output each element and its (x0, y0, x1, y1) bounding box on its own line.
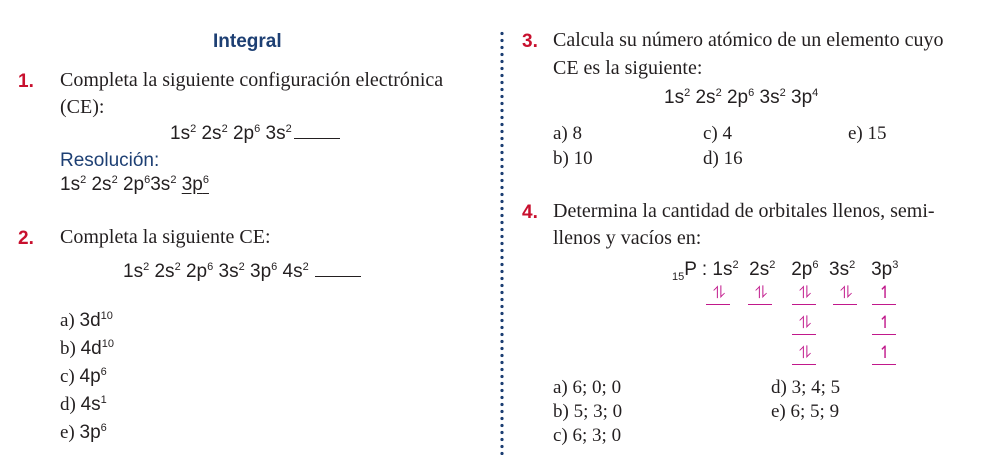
q1-configuration: $1s^2$ $2s^2$ $2p^6$ $3s^2$ (170, 124, 340, 143)
orbital-3p-1: ↿ (872, 282, 896, 305)
q3-option-c[interactable]: c) 4 (703, 123, 733, 144)
q2-option-e-value: $3p^6$ (79, 422, 107, 443)
orbital-1s: ⥮ (706, 282, 730, 305)
orbital-2p-3: ⥮ (792, 342, 816, 365)
q3-configuration: $1s^2$ $2s^2$ $2p^6$ $3s^2$ $3p^4$ (664, 87, 819, 108)
q3-text-line2: CE es la siguiente: (553, 57, 703, 79)
q3-text-line1: Calcula su número atómico de un elemento cuyo (553, 29, 944, 51)
q4-text-line1: Determina la cantidad de orbitales llenos, semi- (553, 200, 935, 222)
q2-option-d[interactable] (60, 395, 107, 414)
q1-answer-tail: 3p (181, 174, 203, 195)
q4-option-d[interactable]: d) 3; 4; 5 (771, 377, 841, 398)
q3-option-a[interactable]: a) 8 (553, 123, 583, 144)
orbital-2p-1: ⥮ (792, 282, 816, 305)
q2-option-d-letter: d) (60, 394, 76, 415)
q2-text: Completa la siguiente CE: (60, 226, 271, 248)
q2-option-a[interactable] (60, 311, 113, 330)
q2-option-e[interactable] (60, 423, 107, 442)
orbital-2s: ⥮ (748, 282, 772, 305)
q4-element-z: 15 (672, 270, 685, 283)
q2-option-b-value: $4d^{10}$ (80, 338, 114, 359)
orbital-3p-2: ↿ (872, 312, 896, 335)
column-divider (500, 30, 504, 455)
q3-option-e[interactable]: e) 15 (848, 123, 887, 144)
q2-option-c-value: $4p^6$ (79, 366, 107, 387)
q2-option-b-letter: b) (60, 338, 76, 359)
q3-number: 3. (522, 31, 538, 52)
q2-option-e-letter: e) (60, 422, 75, 443)
q1-resolution-configuration: $1s^2$ $2s^2$ $2p^63s^2$ $3p^6$ (60, 174, 209, 195)
orbital-2p-2: ⥮ (792, 312, 816, 335)
q2-option-c-letter: c) (60, 366, 75, 387)
q1-number: 1. (18, 71, 34, 92)
q2-option-a-letter: a) (60, 310, 75, 331)
q4-configuration: $_{15}$P : $1s^2$ $2s^2$ $2p^6$ $3s^2$ $3p^3$ (672, 259, 899, 283)
q4-option-a[interactable]: a) 6; 0; 0 (553, 377, 622, 398)
q4-number: 4. (522, 202, 538, 223)
q1-resolution-label: Resolución: (60, 150, 160, 171)
orbital-3p-3: ↿ (872, 342, 896, 365)
q2-option-a-value: $3d^{10}$ (79, 310, 113, 331)
q4-option-c[interactable]: c) 6; 3; 0 (553, 425, 622, 446)
q2-option-c[interactable] (60, 367, 107, 386)
q2-option-d-value: $4s^1$ (80, 394, 107, 415)
q2-number: 2. (18, 228, 34, 249)
orbital-3s: ⥮ (833, 282, 857, 305)
q4-option-b[interactable]: b) 5; 3; 0 (553, 401, 623, 422)
q1-text-line2: (CE): (60, 96, 105, 118)
q1-text-line1: Completa la siguiente configuración electrónica (60, 69, 444, 91)
q3-option-d[interactable]: d) 16 (703, 148, 743, 169)
q2-configuration: $1s^2$ $2s^2$ $2p^6$ $3s^2$ $3p^6$ $4s^2$ (123, 262, 361, 281)
q3-option-b[interactable]: b) 10 (553, 148, 593, 169)
q4-option-e[interactable]: e) 6; 5; 9 (771, 401, 840, 422)
q4-text-line2: llenos y vacíos en: (553, 227, 702, 249)
q4-element-symbol: P (684, 259, 697, 280)
q2-option-b[interactable] (60, 339, 114, 358)
section-title: Integral (213, 31, 282, 52)
